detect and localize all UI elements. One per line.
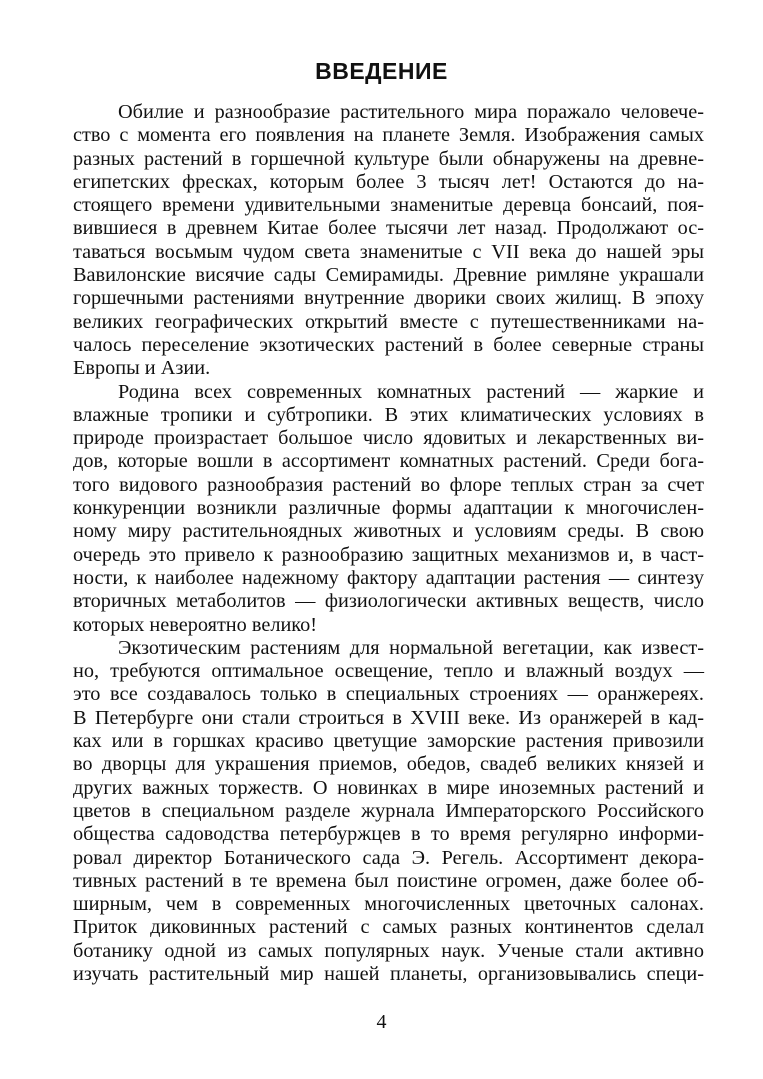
page-title: ВВЕДЕНИЕ <box>315 58 448 84</box>
text-line: природе произрастает большое число ядовитых и лекарственных ви- <box>73 427 704 450</box>
text-line: других важных торжеств. О новинках в мире иноземных растений и <box>73 776 704 799</box>
paragraph <box>73 637 704 986</box>
text-line: египетских фресках, которым более 3 тысяч лет! Остаются до на- <box>73 170 704 193</box>
text-line: Экзотическим растениям для нормальной вегетации, как извест- <box>118 636 704 659</box>
text-line: того видового разнообразия растений во флоре теплых стран за счет <box>73 473 704 496</box>
body-text <box>73 101 704 986</box>
text-line: которых невероятно велико! <box>73 613 318 636</box>
page-number: 4 <box>376 1011 387 1033</box>
text-line: но, требуются оптимальное освещение, тепло и влажный воздух — <box>73 660 704 683</box>
text-line: конкуренции возникли различные формы адаптации к многочислен- <box>73 497 704 520</box>
text-line: цветов в специальном разделе журнала Императорского Российского <box>73 799 704 822</box>
text-line: ство с момента его появления на планете Земля. Изображения самых <box>73 124 704 147</box>
text-line: вторичных метаболитов — физиологически активных веществ, число <box>73 590 704 613</box>
text-line: горшечными растениями внутренние дворики своих жилищ. В эпоху <box>73 287 704 310</box>
paragraph <box>73 101 704 381</box>
text-line: ках или в горшках красиво цветущие заморские растения привозили <box>73 730 704 753</box>
text-line: очередь это привело к разнообразию защитных механизмов и, в част- <box>73 543 704 566</box>
text-line: стоящего времени удивительными знаменитые деревца бонсаий, поя- <box>73 194 704 217</box>
text-line: Приток диковинных растений с самых разных континентов сделал <box>73 916 704 939</box>
text-line: ности, к наиболее надежному фактору адаптации растения — синтезу <box>73 566 704 589</box>
text-line: Вавилонские висячие сады Семирамиды. Древние римляне украшали <box>73 264 704 287</box>
text-line: великих географических открытий вместе с путешественниками на- <box>73 310 704 333</box>
text-line: чалось переселение экзотических растений в более северные страны <box>73 333 704 356</box>
text-line: Обилие и разнообразие растительного мира поражало человече- <box>118 101 704 123</box>
text-line: общества садоводства петербуржцев в то время регулярно информи- <box>73 823 704 846</box>
text-line: Европы и Азии. <box>73 357 211 380</box>
text-line: В Петербурге они стали строиться в XVIII веке. Из оранжерей в кад- <box>73 706 704 729</box>
paragraph <box>73 381 704 637</box>
text-line: ному миру растительноядных животных и условиям среды. В свою <box>73 520 704 543</box>
text-line: Родина всех современных комнатных растений — жаркие и <box>118 380 704 403</box>
text-line: ровал директор Ботанического сада Э. Регель. Ассортимент декора- <box>73 846 704 869</box>
text-line: во дворцы для украшения приемов, обедов, свадеб великих князей и <box>73 753 704 776</box>
text-line: изучать растительный мир нашей планеты, организовывались специ- <box>73 962 704 985</box>
text-line: таваться восьмым чудом света знаменитые с VII века до нашей эры <box>73 240 704 263</box>
text-line: ботанику одной из самых популярных наук. Ученые стали активно <box>73 939 704 962</box>
text-line: дов, которые вошли в ассортимент комнатных растений. Среди бога- <box>73 450 704 473</box>
text-line: разных растений в горшечной культуре были обнаружены на древне- <box>73 147 704 170</box>
text-line: влажные тропики и субтропики. В этих климатических условиях в <box>73 403 704 426</box>
text-line: вившиеся в древнем Китае более тысячи лет назад. Продолжают ос- <box>73 217 704 240</box>
text-line: ширным, чем в современных многочисленных цветочных салонах. <box>73 893 704 916</box>
text-line: это все создавалось только в специальных строениях — оранжереях. <box>73 683 704 706</box>
text-line: тивных растений в те времена был поистине огромен, даже более об- <box>73 869 704 892</box>
